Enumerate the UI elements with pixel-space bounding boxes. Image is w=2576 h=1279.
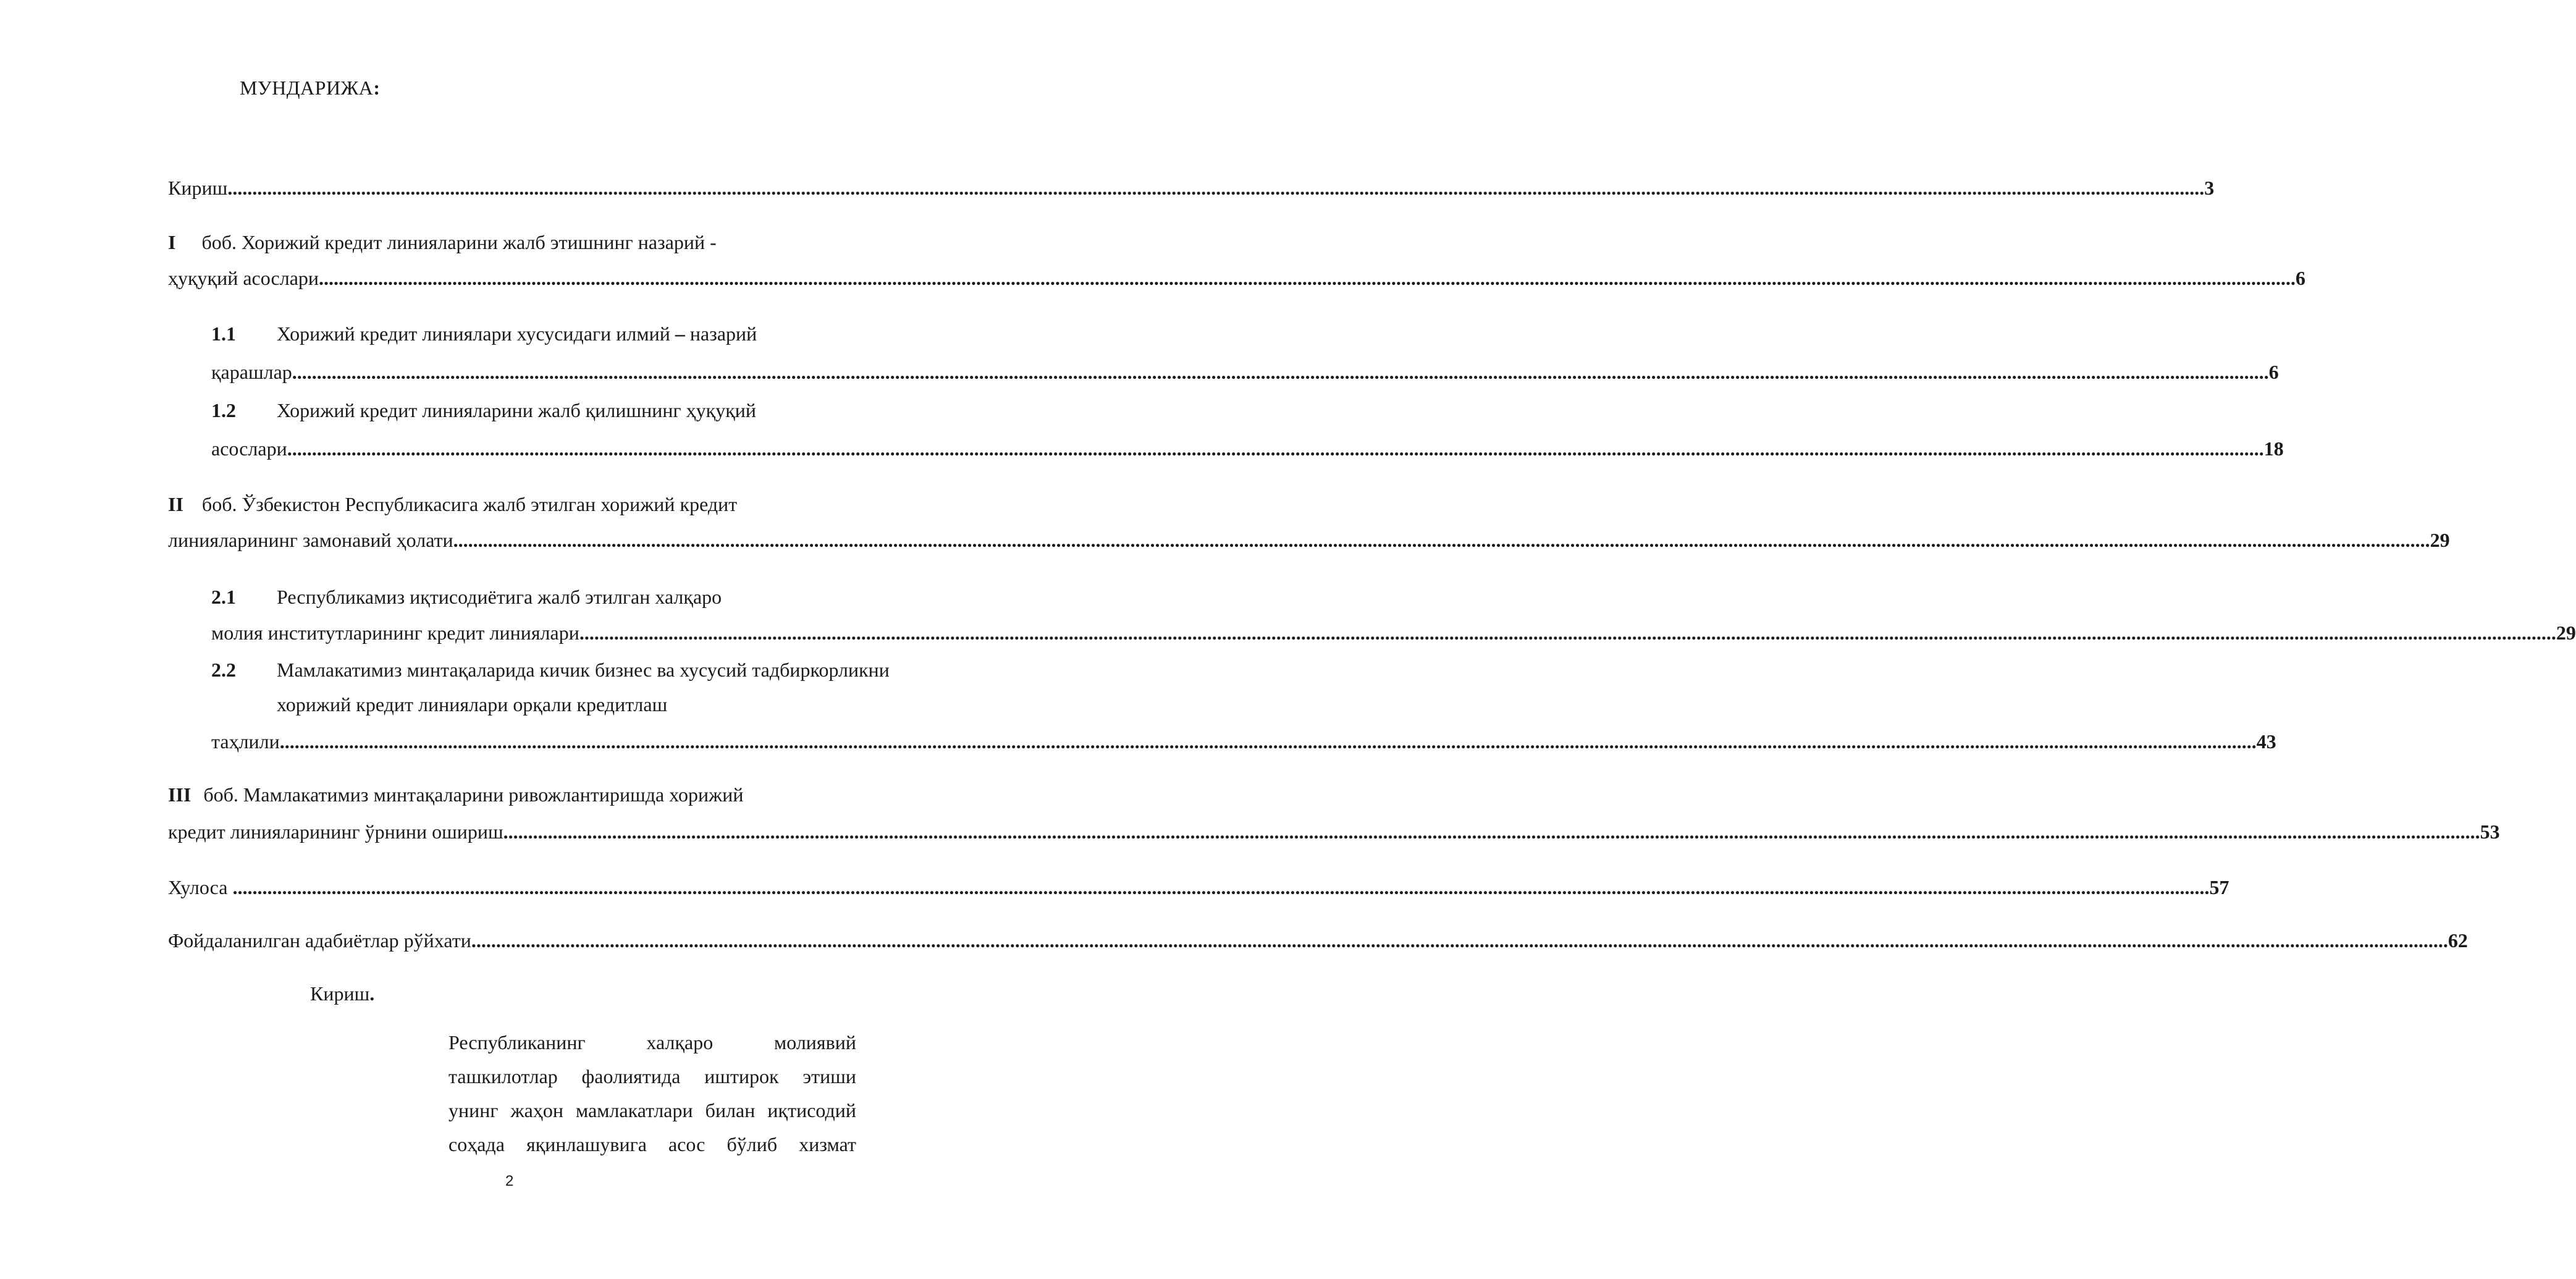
toc-page-number: 29: [2556, 622, 2576, 644]
toc-entry-section-2-2-line2[interactable]: хорижий кредит линиялари орқали кредитлаш: [277, 693, 668, 715]
toc-entry-section-2-2[interactable]: 2.2 Мамлакатимиз минтақаларида кичик бизнес ва хусусий тадбиркорликни: [211, 659, 890, 681]
toc-page-number: 6: [2268, 361, 2279, 383]
toc-entry-chapter-3-cont[interactable]: кредит линияларининг ўрнини ошириш ................................................................................................................................................................................................................................................................................................................................................................................................................ 53: [168, 821, 2500, 843]
toc-page-number: 53: [2480, 821, 2500, 843]
toc-entry-chapter-3[interactable]: III боб. Мамлакатимиз минтақаларини ривожлантиришда хорижий: [168, 783, 744, 806]
toc-entry-section-2-1-cont[interactable]: молия институтларининг кредит линиялари ................................................................................................................................................................................................................................................................................................................................................................................................................ 29: [211, 622, 2576, 644]
dot-leader: ................................................................................................................................................................................................................................................................................................................................................................................................................: [471, 929, 2448, 952]
toc-entry-references[interactable]: Фойдаланилган адабиётлар рўйхати ................................................................................................................................................................................................................................................................................................................................................................................................................ 62: [168, 929, 2468, 952]
toc-page-number: 29: [2430, 529, 2450, 551]
toc-page-number: 18: [2263, 437, 2284, 460]
dot-leader: ................................................................................................................................................................................................................................................................................................................................................................................................................: [503, 821, 2480, 843]
paragraph-line: соҳада яқинлашувига асос бўлиб хизмат: [448, 1133, 856, 1155]
dot-leader: ................................................................................................................................................................................................................................................................................................................................................................................................................: [292, 361, 2269, 383]
toc-entry-chapter-1-cont[interactable]: ҳуқуқий асослари ................................................................................................................................................................................................................................................................................................................................................................................................................ 6: [168, 267, 2306, 289]
toc-heading: МУНДАРИЖА:: [240, 77, 381, 99]
toc-page-number: 62: [2448, 929, 2468, 952]
page-number: 2: [505, 1173, 514, 1189]
toc-entry-chapter-1[interactable]: I боб. Хорижий кредит линияларини жалб этишнинг назарий -: [168, 231, 717, 253]
toc-entry-section-1-1[interactable]: 1.1 Хорижий кредит линиялари хусусидаги илмий – назарий: [211, 323, 757, 345]
dot-leader: ................................................................................................................................................................................................................................................................................................................................................................................................................: [279, 730, 2257, 753]
toc-entry-section-1-1-cont[interactable]: қарашлар ................................................................................................................................................................................................................................................................................................................................................................................................................ 6: [211, 361, 2279, 383]
dot-leader: ................................................................................................................................................................................................................................................................................................................................................................................................................: [453, 529, 2430, 551]
toc-entry-section-2-2-cont[interactable]: таҳлили ................................................................................................................................................................................................................................................................................................................................................................................................................ 43: [211, 730, 2276, 753]
dot-leader: ................................................................................................................................................................................................................................................................................................................................................................................................................: [579, 622, 2556, 644]
toc-entry-chapter-2-cont[interactable]: линияларининг замонавий ҳолати ................................................................................................................................................................................................................................................................................................................................................................................................................ 29: [168, 529, 2450, 551]
paragraph-line: ташкилотлар фаолиятида иштирок этиши: [448, 1065, 856, 1087]
toc-page-number: 57: [2209, 876, 2229, 898]
toc-entry-intro[interactable]: Кириш ................................................................................................................................................................................................................................................................................................................................................................................................................ 3: [168, 177, 2215, 199]
dot-leader: ................................................................................................................................................................................................................................................................................................................................................................................................................: [319, 267, 2296, 289]
paragraph-line: Республиканинг халқаро молиявий: [448, 1031, 856, 1053]
toc-entry-conclusion[interactable]: Хулоса ................................................................................................................................................................................................................................................................................................................................................................................................................ 57: [168, 876, 2229, 898]
toc-entry-section-1-2-cont[interactable]: асослари ................................................................................................................................................................................................................................................................................................................................................................................................................ 18: [211, 437, 2284, 460]
toc-page-number: 3: [2204, 177, 2215, 199]
toc-entry-chapter-2[interactable]: II боб. Ўзбекистон Республикасига жалб этилган хорижий кредит: [168, 493, 738, 515]
toc-page-number: 43: [2256, 730, 2276, 753]
dot-leader: ................................................................................................................................................................................................................................................................................................................................................................................................................: [227, 177, 2205, 199]
intro-heading: Кириш.: [310, 982, 375, 1005]
intro-paragraph: [448, 1026, 856, 1162]
dot-leader: ................................................................................................................................................................................................................................................................................................................................................................................................................: [232, 876, 2210, 898]
toc-entry-section-1-2[interactable]: 1.2 Хорижий кредит линияларини жалб қилишнинг ҳуқуқий: [211, 399, 756, 421]
paragraph-line: унинг жаҳон мамлакатлари билан иқтисодий: [448, 1099, 856, 1121]
toc-entry-section-2-1[interactable]: 2.1 Республикамиз иқтисодиётига жалб этилган халқаро: [211, 586, 722, 608]
dot-leader: ................................................................................................................................................................................................................................................................................................................................................................................................................: [287, 437, 2264, 460]
toc-page-number: 6: [2296, 267, 2306, 289]
